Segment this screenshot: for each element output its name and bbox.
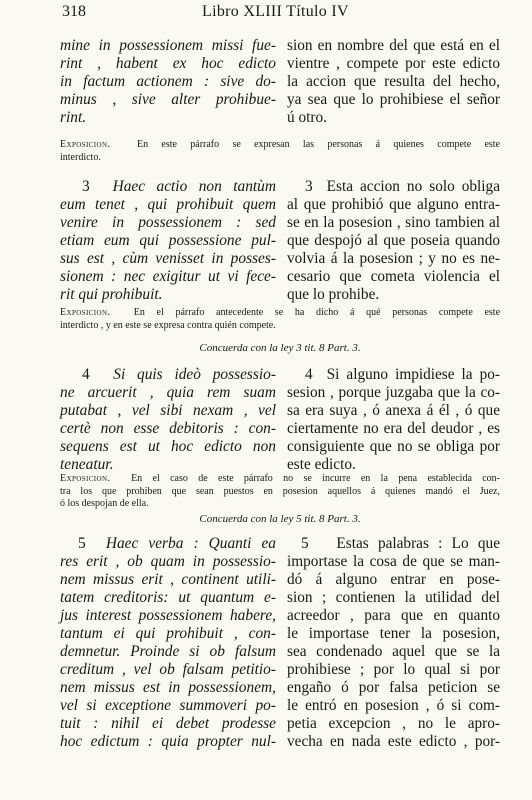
paragraph-number: 3 — [82, 178, 90, 195]
latin-line: mine in possessionem missi fue- — [60, 37, 276, 54]
latin-paragraph-4 — [60, 366, 276, 474]
spanish-line: se en la posesion , sino tambien al — [287, 214, 500, 231]
spanish-line: dó á alguno entrar en pose- — [287, 571, 500, 588]
exposition-note — [60, 307, 500, 332]
latin-line: tuit : nihil ei debet prodesse — [60, 715, 276, 732]
spanish-paragraph-4 — [287, 366, 500, 474]
note-label: Exposicion. — [60, 473, 111, 484]
spanish-line: ciertamente no era del deudor , es — [287, 420, 500, 437]
exposition-note — [60, 139, 500, 164]
running-header — [62, 3, 472, 25]
latin-line: tantum ei qui prohibuit , con- — [60, 625, 276, 642]
spanish-line: Estas palabras : Lo que — [336, 535, 500, 552]
paragraph-number: 4 — [305, 366, 313, 383]
spanish-line: volvia á la posesion ; y no es ne- — [287, 250, 500, 267]
spanish-line: Esta accion no solo obliga — [326, 178, 500, 195]
note-label: Exposicion. — [60, 139, 111, 150]
note-line: interdicto , y en este se expresa contra quién compete. — [60, 319, 276, 331]
concordance-note: Concuerda con la ley 5 tit. 8 Part. 3. — [199, 513, 361, 525]
latin-line: Haec verba : Quanti ea — [105, 535, 276, 552]
latin-line: rint , habent ex hoc edicto — [60, 55, 276, 72]
spanish-text-continuation — [287, 37, 500, 127]
latin-line: rit qui prohibuit. — [60, 286, 163, 303]
latin-paragraph-5 — [60, 535, 276, 751]
latin-line: demnetur. Proinde si ob falsum — [60, 643, 276, 660]
latin-line: vel si exceptione summoveri po- — [60, 697, 276, 714]
spanish-line: la accion que resulta del hecho, — [287, 73, 500, 90]
spanish-line: sion ; contienen la utilidad del — [287, 589, 500, 606]
latin-line: Si quis ideò possessio- — [113, 366, 276, 383]
spanish-line: vientre , compete por este edicto — [287, 55, 500, 72]
spanish-line: le importase tener la posesion, — [287, 625, 500, 642]
latin-text-continuation — [60, 37, 276, 127]
latin-line: tatem creditoris: ut quantum e- — [60, 589, 276, 606]
note-line: En el caso de este párrafo no se incurre en la pena establecida con- — [131, 473, 501, 484]
paragraph-number: 4 — [82, 366, 90, 383]
latin-line: ne arcuerit , quia rem suam — [60, 384, 276, 401]
note-line: interdicto. — [60, 151, 101, 163]
spanish-line: este edicto. — [287, 456, 356, 473]
latin-line: minus , sive alter prohibue- — [60, 91, 276, 108]
spanish-paragraph-3 — [287, 178, 500, 304]
spanish-line: acreedor , para que en quanto — [287, 607, 500, 624]
latin-line: res erit , ob quam in possessio- — [60, 553, 276, 570]
latin-line: eum tenet , qui prohibuit quem — [60, 196, 276, 213]
latin-line: creditum , vel ob falsam petitio- — [60, 661, 276, 678]
spanish-line: prohibiese ; por lo qual si por — [287, 661, 500, 678]
latin-line: venire in possessionem : sed — [60, 214, 276, 231]
latin-line: sus est , cùm venisset in posses- — [60, 250, 276, 267]
spanish-line: vecha en nada este edicto , por- — [287, 733, 500, 750]
spanish-line: petia excepcion , no le apro- — [287, 715, 500, 732]
latin-line: etiam eum qui possessione pul- — [60, 232, 276, 249]
spanish-line: sa era suya , ó anexa á él , ó que — [287, 402, 500, 419]
latin-line: hoc edictum : quia propter nul- — [60, 733, 276, 750]
note-label: Exposicion. — [60, 307, 111, 318]
concordance-note: Concuerda con la ley 3 tit. 8 Part. 3. — [199, 342, 361, 354]
latin-paragraph-3 — [60, 178, 276, 304]
spanish-line: que despojó al que poseia quando — [287, 232, 500, 249]
exposition-note — [60, 473, 500, 511]
spanish-line: engaño ó por falsa peticion se — [287, 679, 500, 696]
latin-line: in factum actionem : sive do- — [60, 73, 276, 90]
latin-line: rint. — [60, 109, 87, 126]
spanish-line: sesion , porque juzgaba que la co- — [287, 384, 500, 401]
spanish-line: Si alguno impidiese la po- — [326, 366, 500, 383]
page-number: 318 — [62, 3, 86, 20]
spanish-paragraph-5 — [287, 535, 500, 751]
spanish-line: importase la cosa de que se man- — [287, 553, 500, 570]
spanish-line: cesario que cometa violencia el — [287, 268, 500, 285]
latin-line: nem missus est in possessionem, — [60, 679, 276, 696]
latin-line: certè non esse debitoris : con- — [60, 420, 276, 437]
latin-line: teneatur. — [60, 456, 114, 473]
paragraph-number: 5 — [78, 535, 86, 552]
spanish-line: ú otro. — [287, 109, 327, 126]
spanish-line: sion en nombre del que está en el — [287, 37, 500, 54]
spanish-line: sea condenado aquel que se la — [287, 643, 500, 660]
latin-line: nem missus erit , continent utili- — [60, 571, 276, 588]
note-line: tra los que prohiben que sean puestos en posesion aquellos á quienes mandó el Juez, — [60, 485, 500, 497]
spanish-line: consiguiente que no se obliga por — [287, 438, 500, 455]
spanish-line: al que prohibió que alguno entra- — [287, 196, 500, 213]
spanish-line: que lo prohibe. — [287, 286, 380, 303]
latin-line: sionem : nec exigitur ut vi fece- — [60, 268, 276, 285]
latin-line: Haec actio non tantùm — [112, 178, 276, 195]
running-title: Libro XLIII Título IV — [202, 3, 349, 20]
note-line: En este párrafo se expresan las personas á quienes compete este — [136, 139, 500, 150]
paragraph-number: 5 — [301, 535, 309, 552]
latin-line: jus interest possessionem habere, — [60, 607, 276, 624]
note-line: ó los despojan de ella. — [60, 498, 149, 509]
note-line: En el párrafo antecedente se ha dicho á qué personas compete este — [133, 307, 501, 318]
paragraph-number: 3 — [305, 178, 313, 195]
spanish-line: ya sea que lo prohibiese el señor — [287, 91, 500, 108]
spanish-line: le entró en posesion , ó si com- — [287, 697, 500, 714]
latin-line: putabat , vel sibi nexam , vel — [60, 402, 276, 419]
latin-line: sequens est ut hoc edicto non — [60, 438, 276, 455]
